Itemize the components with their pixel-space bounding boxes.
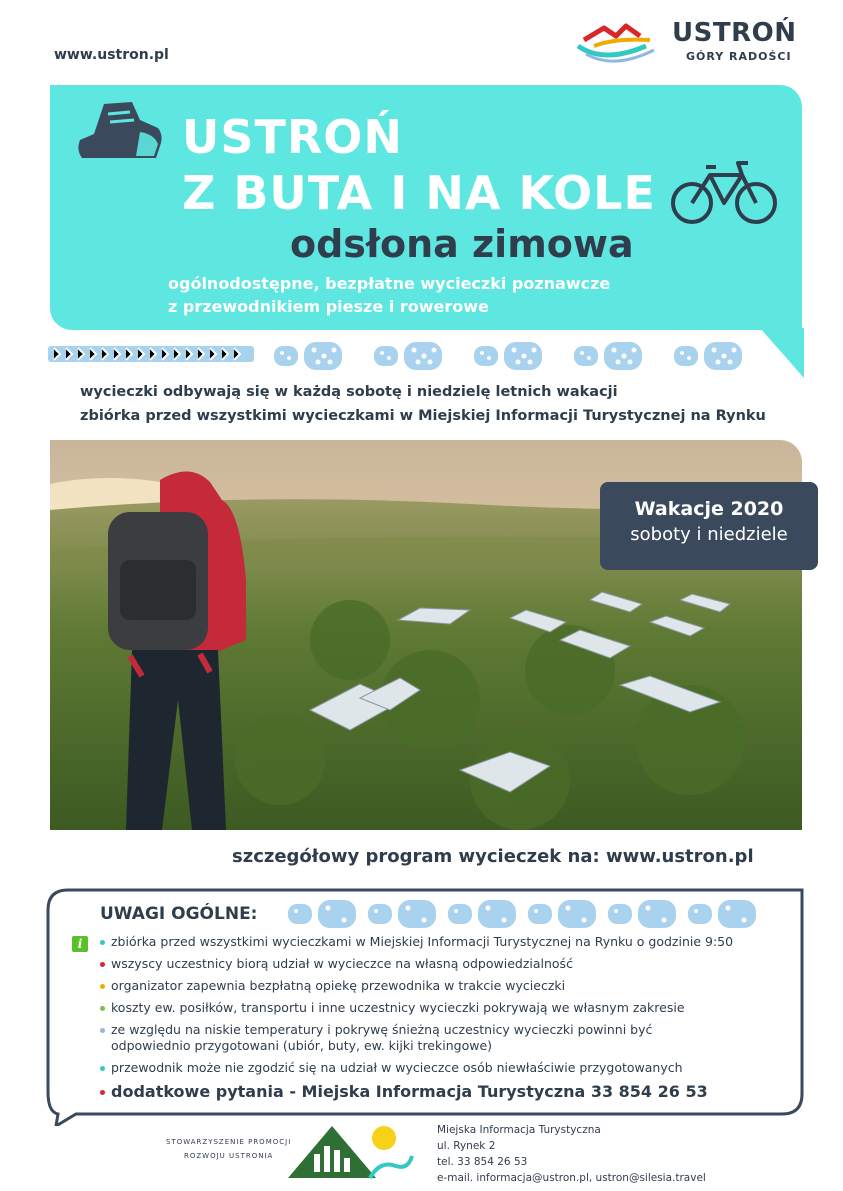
hiking-boot-icon <box>74 100 164 162</box>
program-link[interactable]: szczegółowy program wycieczek na: www.ustron.pl <box>232 846 754 867</box>
bullet-dot <box>100 962 105 967</box>
mountain-logo-icon <box>574 20 666 68</box>
subtitle-line-2: z przewodnikiem piesze i rowerowe <box>168 297 489 316</box>
list-item <box>100 978 790 994</box>
tyre-track-icon <box>48 346 254 362</box>
schedule-line-1: wycieczki odbywają się w każdą sobotę i niedzielę letnich wakacji <box>80 384 618 400</box>
season-days: soboty i niedziele <box>630 524 788 545</box>
association-emblem-icon <box>284 1120 414 1180</box>
bullet-dot <box>100 1028 105 1033</box>
info-icon: i <box>72 936 88 952</box>
list-item <box>100 1022 790 1054</box>
notes-footprints <box>288 900 758 930</box>
contact-email[interactable]: e-mail. informacja@ustron.pl, ustron@silesia.travel <box>437 1172 706 1184</box>
list-item <box>100 934 790 950</box>
note-text: ze względu na niskie temperatury i pokrywę śnieżną uczestnicy wycieczki powinni być <box>111 1022 653 1037</box>
footprint-icon <box>368 900 436 928</box>
bicycle-icon <box>670 155 778 227</box>
bullet-dot <box>100 1090 105 1095</box>
contact-info <box>437 1122 706 1186</box>
footprint-icon <box>528 900 596 928</box>
footprint-icon <box>574 342 642 370</box>
bullet-dot <box>100 984 105 989</box>
schedule-line-2: zbiórka przed wszystkimi wycieczkami w Miejskiej Informacji Turystycznej na Rynku <box>80 408 766 424</box>
footprint-icon <box>608 900 676 928</box>
notes-title: UWAGI OGÓLNE: <box>100 904 258 924</box>
schedule-info <box>80 380 766 428</box>
footprint-icon <box>288 900 356 928</box>
title-line-1: USTROŃ <box>182 110 403 164</box>
note-text: wszyscy uczestnicy biorą udział w wycieczce na własną odpowiedzialność <box>111 956 573 971</box>
logo-tagline: GÓRY RADOŚCI <box>686 50 792 63</box>
footprint-icon <box>674 342 742 370</box>
subtitle <box>168 272 610 318</box>
contact-note <box>100 1082 790 1102</box>
note-text: koszty ew. posiłków, transportu i inne uczestnicy wycieczki pokrywają we własnym zakresie <box>111 1000 685 1015</box>
tracks-divider <box>48 338 768 374</box>
note-text: przewodnik może nie zgodzić się na udział w wycieczce osób niewłaściwie przygotowanych <box>111 1060 683 1075</box>
subtitle-line-1: ogólnodostępne, bezpłatne wycieczki poznawcze <box>168 274 611 293</box>
contact-name: Miejska Informacja Turystyczna <box>437 1124 601 1136</box>
list-item <box>100 1000 790 1016</box>
note-text-continued: odpowiednio przygotowani (ubiór, buty, ew. kijki trekingowe) <box>111 1038 493 1053</box>
season-label: Wakacje 2020 <box>634 498 784 520</box>
note-text: zbiórka przed wszystkimi wycieczkami w Miejskiej Informacji Turystycznej na Rynku o godzinie 9:50 <box>111 934 734 949</box>
footprint-icon <box>374 342 442 370</box>
bullet-dot <box>100 1006 105 1011</box>
ustron-logo <box>574 14 814 74</box>
footprint-icon <box>274 342 342 370</box>
footprint-icon <box>448 900 516 928</box>
association-name-line-1: STOWARZYSZENIE PROMOCJI <box>166 1138 292 1146</box>
contact-phone: tel. 33 854 26 53 <box>437 1156 528 1168</box>
association-name-line-2: ROZWOJU USTRONIA <box>184 1152 274 1160</box>
logo-wordmark: USTROŃ <box>672 18 797 48</box>
footprint-icon <box>474 342 542 370</box>
list-item <box>100 1060 790 1076</box>
bullet-dot <box>100 940 105 945</box>
site-url[interactable]: www.ustron.pl <box>54 47 169 63</box>
bullet-dot <box>100 1066 105 1071</box>
title-line-3: odsłona zimowa <box>290 222 634 266</box>
contact-address: ul. Rynek 2 <box>437 1140 496 1152</box>
note-text: organizator zapewnia bezpłatną opiekę przewodnika w trakcie wycieczki <box>111 978 566 993</box>
footprint-icon <box>688 900 756 928</box>
season-badge <box>600 482 818 570</box>
contact-line: dodatkowe pytania - Miejska Informacja Turystyczna 33 854 26 53 <box>111 1082 708 1101</box>
title-line-2: Z BUTA I NA KOLE <box>182 166 656 220</box>
notes-list <box>100 934 790 1108</box>
list-item <box>100 956 790 972</box>
